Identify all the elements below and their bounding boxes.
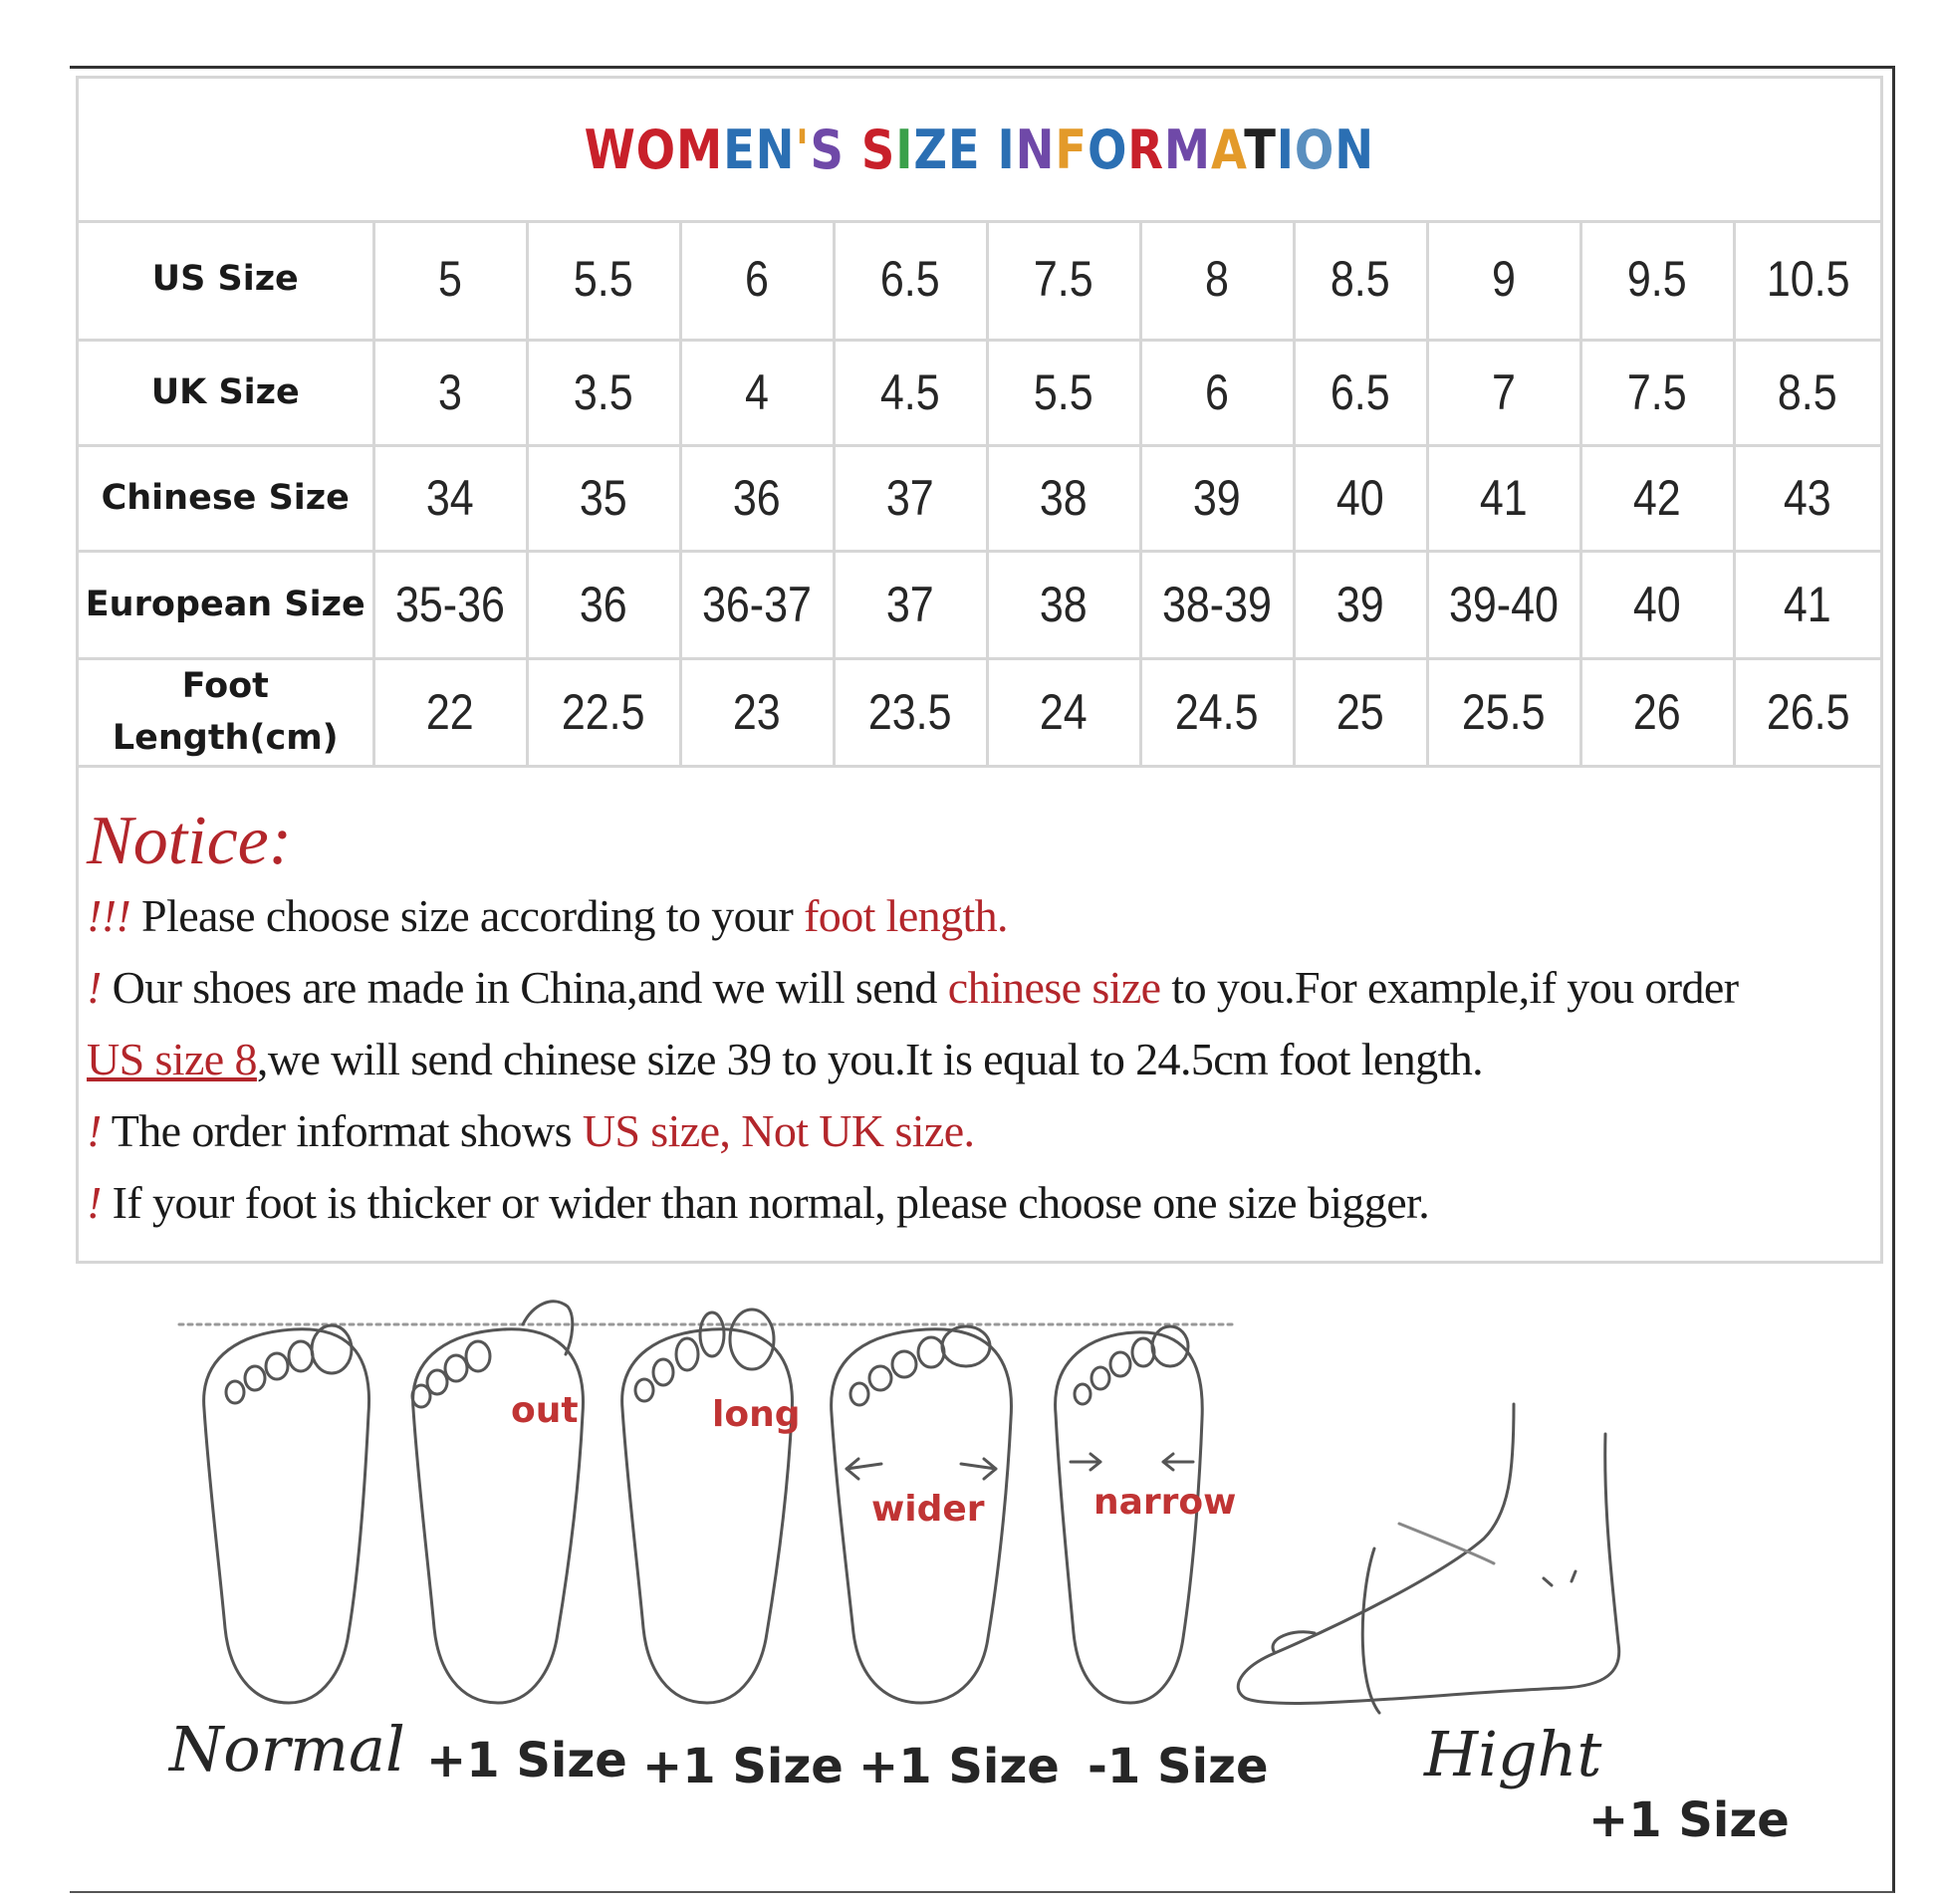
notice-highlight: chinese size: [947, 962, 1161, 1013]
title-letter: Z: [913, 118, 949, 181]
cell-value: 5: [438, 251, 462, 308]
cell-value: 4: [745, 364, 769, 420]
table-cell: [1734, 220, 1880, 340]
table-cell: [527, 340, 680, 445]
table-cell: [834, 340, 987, 445]
table-cell: [1427, 445, 1580, 551]
row-header: US Size: [79, 220, 373, 340]
cell-value: 6.5: [880, 251, 940, 308]
notice-mark: !: [87, 962, 102, 1013]
cell-value: 40: [1633, 577, 1681, 632]
foot-normal-icon: [204, 1325, 369, 1703]
table-cell: [527, 220, 680, 340]
cell-value: 25.5: [1462, 684, 1546, 740]
table-cell: [680, 340, 834, 445]
title-letter: I: [1276, 118, 1296, 181]
table-cell: [1580, 340, 1734, 445]
cell-value: 10.5: [1766, 251, 1850, 308]
title-row: [79, 79, 1880, 223]
tag-long: long: [712, 1394, 801, 1435]
table-cell: [987, 445, 1140, 551]
title-letter: [845, 119, 861, 181]
foot-out-icon: [412, 1302, 583, 1703]
table-cell: [680, 551, 834, 658]
table-row: [79, 340, 1880, 445]
table-cell: [1140, 551, 1294, 658]
notice-text: If your foot is thicker or wider than normal, please choose one size bigger.: [101, 1177, 1430, 1228]
cell-value: 26: [1633, 684, 1681, 740]
table-cell: [373, 445, 527, 551]
cell-value: 39: [1336, 577, 1384, 632]
title-letter: M: [1164, 118, 1212, 181]
chart-title: [585, 119, 1374, 181]
tag-wider: wider: [871, 1489, 985, 1530]
row-header: UK Size: [79, 340, 373, 445]
cell-value: 41: [1480, 470, 1528, 526]
table-cell: [527, 658, 680, 766]
cell-value: 23: [733, 684, 781, 740]
table-cell: [527, 551, 680, 658]
title-letter: R: [1127, 118, 1165, 181]
cell-value: 39: [1193, 470, 1241, 526]
notice-line-5: [87, 1176, 1429, 1229]
foot-shape-illustration: [149, 1295, 1842, 1852]
cell-value: 34: [426, 470, 474, 526]
cell-value: 23.5: [868, 684, 952, 740]
cell-value: 38: [1040, 470, 1088, 526]
notice-text: The order informat shows: [101, 1105, 583, 1156]
title-letter: N: [1334, 118, 1375, 181]
cell-value: 6: [1205, 364, 1229, 420]
title-letter: E: [723, 118, 756, 181]
cell-value: 7.5: [1034, 251, 1093, 308]
table-cell: [1294, 220, 1427, 340]
title-letter: I: [895, 118, 914, 181]
table-cell: [1294, 340, 1427, 445]
foot-long-icon: [622, 1309, 793, 1703]
cell-value: 9: [1492, 251, 1516, 308]
notice-highlight: foot length.: [804, 890, 1008, 941]
table-cell: [834, 658, 987, 766]
cell-value: 22.5: [562, 684, 645, 740]
title-letter: N: [1015, 118, 1056, 181]
notice-line-3: [87, 1033, 1483, 1085]
table-cell: [834, 445, 987, 551]
cell-value: 36: [733, 470, 781, 526]
table-cell: [373, 551, 527, 658]
cell-value: 43: [1784, 470, 1832, 526]
cell-value: 36-37: [701, 577, 812, 632]
title-letter: O: [1295, 118, 1335, 181]
table-cell: [1294, 658, 1427, 766]
cell-value: 7: [1492, 364, 1516, 420]
table-cell: [834, 551, 987, 658]
table-cell: [1580, 658, 1734, 766]
cell-value: 4.5: [880, 364, 940, 420]
cell-value: 36: [580, 577, 627, 632]
table-cell: [1427, 658, 1580, 766]
caption-normal: Normal: [169, 1713, 405, 1785]
cell-value: 6.5: [1331, 364, 1390, 420]
notice-text-tail: to you.For example,if you order: [1160, 962, 1739, 1013]
title-letter: S: [810, 118, 846, 181]
table-cell: [680, 220, 834, 340]
table-cell: [1580, 445, 1734, 551]
notice-mark: !!!: [87, 890, 131, 941]
row-header: European Size: [79, 551, 373, 658]
table-cell: [1580, 220, 1734, 340]
table-cell: [987, 220, 1140, 340]
notice-mark: !: [87, 1105, 102, 1156]
table-cell: [1427, 220, 1580, 340]
cell-value: 5.5: [574, 251, 633, 308]
notice-line-2: [87, 961, 1738, 1014]
caption-wider-size: +1 Size: [858, 1739, 1060, 1794]
table-cell: [1140, 340, 1294, 445]
tag-out: out: [511, 1390, 579, 1431]
caption-long-size: +1 Size: [642, 1739, 844, 1794]
title-letter: S: [861, 118, 896, 181]
notice-text: Our shoes are made in China,and we will send: [101, 962, 948, 1013]
table-cell: [527, 445, 680, 551]
table-cell: [680, 445, 834, 551]
cell-value: 8.5: [1778, 364, 1838, 420]
title-letter: F: [1055, 118, 1089, 181]
title-letter: W: [584, 118, 636, 181]
title-letter: M: [676, 118, 724, 181]
cell-value: 35: [580, 470, 627, 526]
title-letter: [981, 119, 998, 181]
table-cell: [1734, 445, 1880, 551]
cell-value: 3: [438, 364, 462, 420]
table-cell: [834, 220, 987, 340]
cell-value: 9.5: [1627, 251, 1687, 308]
notice-mark: !: [87, 1177, 102, 1228]
cell-value: 38-39: [1161, 577, 1272, 632]
foot-side-hight-icon: [1238, 1404, 1619, 1713]
title-letter: I: [997, 118, 1016, 181]
notice-line-4: [87, 1104, 974, 1157]
table-row: [79, 445, 1880, 551]
title-letter: T: [1244, 118, 1277, 181]
cell-value: 42: [1633, 470, 1681, 526]
size-table: [79, 220, 1880, 768]
cell-value: 39-40: [1448, 577, 1559, 632]
caption-out-size: +1 Size: [426, 1733, 627, 1788]
table-cell: [987, 551, 1140, 658]
cell-value: 26.5: [1766, 684, 1850, 740]
notice-title: Notice:: [87, 803, 293, 879]
table-cell: [1140, 658, 1294, 766]
table-cell: [373, 220, 527, 340]
title-letter: ': [795, 118, 811, 181]
table-cell: [680, 658, 834, 766]
table-row: [79, 658, 1880, 766]
cell-value: 22: [426, 684, 474, 740]
size-chart-frame: [76, 76, 1883, 1264]
table-cell: [373, 340, 527, 445]
table-cell: [1734, 658, 1880, 766]
tag-narrow: narrow: [1093, 1482, 1237, 1523]
cell-value: 25: [1336, 684, 1384, 740]
cell-value: 8: [1205, 251, 1229, 308]
cell-value: 38: [1040, 577, 1088, 632]
cell-value: 5.5: [1034, 364, 1093, 420]
table-cell: [1734, 340, 1880, 445]
row-header: Foot Length(cm): [79, 658, 373, 766]
table-cell: [1734, 551, 1880, 658]
table-cell: [987, 340, 1140, 445]
cell-value: 35-36: [394, 577, 505, 632]
cell-value: 37: [886, 577, 934, 632]
notice-text: ,we will send chinese size 39 to you.It is equal to 24.5cm foot length.: [256, 1034, 1484, 1084]
table-cell: [1427, 340, 1580, 445]
notice-text: Please choose size according to your: [130, 890, 805, 941]
table-row: [79, 551, 1880, 658]
notice-section: [79, 790, 1880, 1267]
notice-highlight: US size, Not UK size.: [582, 1105, 975, 1156]
table-cell: [987, 658, 1140, 766]
cell-value: 6: [745, 251, 769, 308]
table-cell: [1140, 445, 1294, 551]
table-cell: [1580, 551, 1734, 658]
cell-value: 24.5: [1175, 684, 1259, 740]
notice-highlight-underlined: US size 8: [87, 1034, 257, 1084]
table-cell: [1294, 445, 1427, 551]
title-letter: E: [948, 118, 981, 181]
caption-narrow-size: -1 Size: [1088, 1739, 1269, 1794]
cell-value: 41: [1784, 577, 1832, 632]
cell-value: 24: [1040, 684, 1088, 740]
caption-hight-size: +1 Size: [1588, 1792, 1790, 1848]
cell-value: 40: [1336, 470, 1384, 526]
title-letter: A: [1211, 118, 1245, 181]
cell-value: 3.5: [574, 364, 633, 420]
row-header: Chinese Size: [79, 445, 373, 551]
cell-value: 7.5: [1627, 364, 1687, 420]
table-row: [79, 220, 1880, 340]
title-letter: O: [1088, 118, 1128, 181]
notice-line-1: [87, 889, 1008, 942]
title-letter: O: [635, 118, 677, 181]
table-cell: [1140, 220, 1294, 340]
cell-value: 37: [886, 470, 934, 526]
table-cell: [1294, 551, 1427, 658]
table-cell: [1427, 551, 1580, 658]
caption-hight: Hight: [1424, 1718, 1602, 1790]
cell-value: 8.5: [1331, 251, 1390, 308]
title-letter: N: [755, 118, 796, 181]
table-cell: [373, 658, 527, 766]
